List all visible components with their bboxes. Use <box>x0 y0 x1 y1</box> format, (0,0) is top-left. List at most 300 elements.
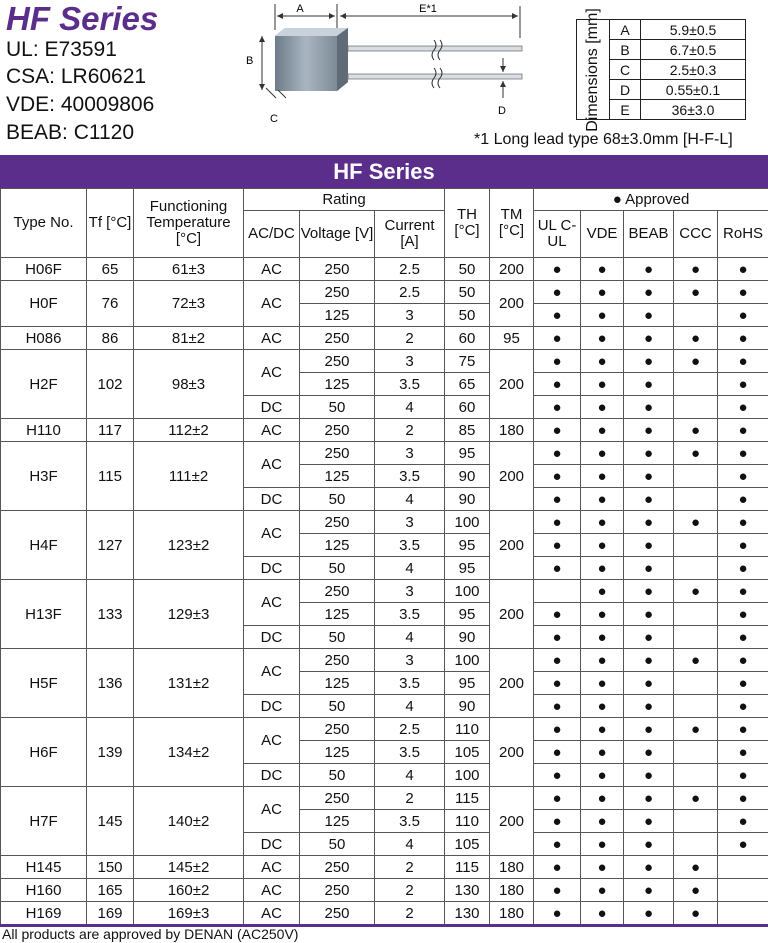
cell-voltage: 50 <box>300 396 375 419</box>
cell-approval-beab: ● <box>624 879 674 902</box>
cell-current: 2 <box>375 787 445 810</box>
cell-voltage: 250 <box>300 442 375 465</box>
cell-approval-rohs: ● <box>718 580 768 603</box>
cell-acdc: DC <box>244 396 300 419</box>
cell-approval-ccc <box>674 833 718 856</box>
cell-th: 50 <box>445 281 490 304</box>
cell-current: 2 <box>375 419 445 442</box>
cell-current: 4 <box>375 626 445 649</box>
cell-approval-ccc: ● <box>674 258 718 281</box>
cell-approval-ul: ● <box>534 534 581 557</box>
cell-approval-vde: ● <box>581 833 624 856</box>
cell-approval-rohs: ● <box>718 534 768 557</box>
dimensions-table <box>576 7 746 132</box>
cell-approval-ul: ● <box>534 442 581 465</box>
cell-func-temp: 123±2 <box>134 511 244 580</box>
cell-tf: 165 <box>87 879 134 902</box>
cell-acdc: AC <box>244 281 300 327</box>
cell-approval-ccc: ● <box>674 442 718 465</box>
cell-th: 90 <box>445 626 490 649</box>
cell-approval-rohs: ● <box>718 350 768 373</box>
cell-type-no: H13F <box>1 580 87 649</box>
cell-approval-ul: ● <box>534 672 581 695</box>
cell-acdc: AC <box>244 327 300 350</box>
cell-approval-ccc: ● <box>674 281 718 304</box>
cell-tf: 102 <box>87 350 134 419</box>
cell-approval-ul: ● <box>534 488 581 511</box>
cell-approval-ccc: ● <box>674 327 718 350</box>
cell-approval-rohs: ● <box>718 695 768 718</box>
cell-func-temp: 169±3 <box>134 902 244 926</box>
cell-th: 110 <box>445 810 490 833</box>
cell-tf: 117 <box>87 419 134 442</box>
cell-approval-ccc: ● <box>674 580 718 603</box>
cell-approval-vde: ● <box>581 258 624 281</box>
cell-current: 2.5 <box>375 258 445 281</box>
cell-approval-rohs: ● <box>718 396 768 419</box>
cell-approval-beab: ● <box>624 304 674 327</box>
cell-approval-beab: ● <box>624 419 674 442</box>
cell-approval-ccc <box>674 396 718 419</box>
cell-func-temp: 112±2 <box>134 419 244 442</box>
cell-voltage: 50 <box>300 764 375 787</box>
long-lead-note: *1 Long lead type 68±3.0mm [H-F-L] <box>474 131 733 148</box>
cell-tm: 200 <box>490 580 534 649</box>
cell-approval-rohs <box>718 856 768 879</box>
col-approved: ● Approved <box>534 189 768 211</box>
cell-approval-ul: ● <box>534 465 581 488</box>
cell-acdc: AC <box>244 718 300 764</box>
cell-func-temp: 131±2 <box>134 649 244 718</box>
dimensions-heading: Dimensions [mm] <box>577 20 610 120</box>
cell-approval-ccc <box>674 695 718 718</box>
cell-approval-vde: ● <box>581 787 624 810</box>
cell-current: 3 <box>375 350 445 373</box>
cell-approval-rohs: ● <box>718 488 768 511</box>
cell-current: 2.5 <box>375 281 445 304</box>
cell-th: 115 <box>445 856 490 879</box>
cell-approval-ul: ● <box>534 350 581 373</box>
cell-th: 85 <box>445 419 490 442</box>
dim-value: 36±3.0 <box>641 100 746 120</box>
series-banner: HF Series <box>0 155 768 188</box>
cell-approval-rohs <box>718 902 768 926</box>
cell-approval-vde: ● <box>581 488 624 511</box>
col-tf: Tf [°C] <box>87 189 134 258</box>
cell-type-no: H2F <box>1 350 87 419</box>
cell-acdc: DC <box>244 764 300 787</box>
cell-current: 3 <box>375 580 445 603</box>
dim-label-b: B <box>246 55 254 67</box>
cell-approval-rohs: ● <box>718 419 768 442</box>
cell-voltage: 250 <box>300 350 375 373</box>
cell-tf: 76 <box>87 281 134 327</box>
cell-approval-ccc: ● <box>674 856 718 879</box>
cell-current: 2.5 <box>375 718 445 741</box>
cell-voltage: 125 <box>300 603 375 626</box>
cell-current: 3.5 <box>375 603 445 626</box>
cell-approval-ul <box>534 580 581 603</box>
cell-approval-beab: ● <box>624 856 674 879</box>
cell-th: 95 <box>445 672 490 695</box>
cell-th: 95 <box>445 557 490 580</box>
cell-voltage: 125 <box>300 534 375 557</box>
cell-approval-rohs: ● <box>718 741 768 764</box>
cell-approval-vde: ● <box>581 741 624 764</box>
cell-approval-rohs: ● <box>718 718 768 741</box>
cell-approval-vde: ● <box>581 580 624 603</box>
cell-approval-rohs: ● <box>718 833 768 856</box>
cell-acdc: AC <box>244 419 300 442</box>
cell-current: 4 <box>375 488 445 511</box>
spec-table-body <box>1 258 768 926</box>
col-th: TH [°C] <box>445 189 490 258</box>
fuse-dimension-diagram <box>240 2 540 132</box>
cell-approval-beab: ● <box>624 534 674 557</box>
cell-approval-vde: ● <box>581 465 624 488</box>
cell-tm: 200 <box>490 511 534 580</box>
cell-approval-ul: ● <box>534 856 581 879</box>
cell-type-no: H0F <box>1 281 87 327</box>
cert-ul: UL: E73591 <box>6 38 117 61</box>
cell-acdc: DC <box>244 695 300 718</box>
cell-approval-rohs: ● <box>718 373 768 396</box>
cell-voltage: 50 <box>300 557 375 580</box>
col-vde: VDE <box>581 211 624 258</box>
cell-th: 60 <box>445 396 490 419</box>
cell-approval-ul: ● <box>534 695 581 718</box>
cell-current: 3.5 <box>375 741 445 764</box>
cell-th: 75 <box>445 350 490 373</box>
cell-approval-ul: ● <box>534 626 581 649</box>
cell-approval-beab: ● <box>624 396 674 419</box>
cell-voltage: 125 <box>300 672 375 695</box>
cell-approval-ul: ● <box>534 833 581 856</box>
col-current: Current [A] <box>375 211 445 258</box>
cell-approval-ul: ● <box>534 649 581 672</box>
cell-th: 95 <box>445 603 490 626</box>
cell-voltage: 50 <box>300 488 375 511</box>
col-ccc: CCC <box>674 211 718 258</box>
cell-th: 100 <box>445 511 490 534</box>
cell-approval-ul: ● <box>534 810 581 833</box>
cell-tm: 200 <box>490 787 534 856</box>
cell-approval-ccc: ● <box>674 902 718 926</box>
cell-tm: 200 <box>490 350 534 419</box>
dim-key: E <box>610 100 641 120</box>
cell-tf: 115 <box>87 442 134 511</box>
dim-key: B <box>610 40 641 60</box>
col-tm: TM [°C] <box>490 189 534 258</box>
table-row <box>1 856 768 879</box>
cell-tm: 200 <box>490 258 534 281</box>
cell-approval-ccc: ● <box>674 419 718 442</box>
cell-current: 2 <box>375 856 445 879</box>
cell-current: 3.5 <box>375 672 445 695</box>
cell-tm: 180 <box>490 879 534 902</box>
cell-acdc: AC <box>244 856 300 879</box>
cell-approval-rohs <box>718 879 768 902</box>
cell-approval-vde: ● <box>581 695 624 718</box>
cell-current: 4 <box>375 557 445 580</box>
cell-current: 2 <box>375 902 445 926</box>
cell-acdc: AC <box>244 258 300 281</box>
table-row <box>1 281 768 304</box>
cell-approval-rohs: ● <box>718 327 768 350</box>
cell-approval-ccc: ● <box>674 350 718 373</box>
cell-approval-beab: ● <box>624 350 674 373</box>
cell-approval-beab: ● <box>624 695 674 718</box>
cell-approval-rohs: ● <box>718 626 768 649</box>
cell-approval-ul: ● <box>534 258 581 281</box>
table-row <box>1 350 768 373</box>
cell-approval-rohs: ● <box>718 810 768 833</box>
cell-approval-beab: ● <box>624 718 674 741</box>
cell-voltage: 50 <box>300 833 375 856</box>
cell-approval-vde: ● <box>581 626 624 649</box>
cell-approval-vde: ● <box>581 557 624 580</box>
cell-voltage: 125 <box>300 741 375 764</box>
cell-th: 50 <box>445 304 490 327</box>
cell-approval-vde: ● <box>581 856 624 879</box>
cell-approval-beab: ● <box>624 488 674 511</box>
table-row <box>1 718 768 741</box>
cell-type-no: H5F <box>1 649 87 718</box>
cert-beab: BEAB: C1120 <box>6 121 135 144</box>
cell-approval-vde: ● <box>581 281 624 304</box>
cell-tm: 180 <box>490 419 534 442</box>
cell-approval-ul: ● <box>534 396 581 419</box>
cell-func-temp: 134±2 <box>134 718 244 787</box>
cell-func-temp: 140±2 <box>134 787 244 856</box>
cell-current: 3.5 <box>375 534 445 557</box>
cell-approval-vde: ● <box>581 603 624 626</box>
cell-approval-beab: ● <box>624 626 674 649</box>
cell-voltage: 125 <box>300 810 375 833</box>
cell-th: 130 <box>445 879 490 902</box>
cell-func-temp: 111±2 <box>134 442 244 511</box>
table-row <box>1 879 768 902</box>
cell-th: 130 <box>445 902 490 926</box>
cell-func-temp: 61±3 <box>134 258 244 281</box>
col-rohs: RoHS <box>718 211 768 258</box>
cell-current: 3.5 <box>375 465 445 488</box>
cell-approval-ul: ● <box>534 419 581 442</box>
cell-approval-beab: ● <box>624 787 674 810</box>
cell-approval-beab: ● <box>624 327 674 350</box>
cell-approval-vde: ● <box>581 396 624 419</box>
cell-tf: 145 <box>87 787 134 856</box>
cell-approval-ccc <box>674 373 718 396</box>
cell-voltage: 250 <box>300 879 375 902</box>
table-row <box>1 511 768 534</box>
cell-approval-ul: ● <box>534 373 581 396</box>
col-voltage: Voltage [V] <box>300 211 375 258</box>
spec-table <box>0 188 768 927</box>
cell-th: 100 <box>445 649 490 672</box>
cell-voltage: 250 <box>300 419 375 442</box>
table-row <box>1 580 768 603</box>
cell-current: 4 <box>375 764 445 787</box>
cell-approval-ccc <box>674 764 718 787</box>
cell-tf: 139 <box>87 718 134 787</box>
cell-func-temp: 81±2 <box>134 327 244 350</box>
cell-approval-beab: ● <box>624 465 674 488</box>
cell-voltage: 250 <box>300 258 375 281</box>
cell-acdc: AC <box>244 580 300 626</box>
cell-th: 115 <box>445 787 490 810</box>
cell-tf: 136 <box>87 649 134 718</box>
cell-tf: 86 <box>87 327 134 350</box>
dim-value: 0.55±0.1 <box>641 80 746 100</box>
dim-label-e: E*1 <box>419 3 437 15</box>
cell-type-no: H4F <box>1 511 87 580</box>
cell-approval-ccc <box>674 603 718 626</box>
dim-label-a: A <box>296 3 304 15</box>
cell-tf: 150 <box>87 856 134 879</box>
cell-approval-beab: ● <box>624 902 674 926</box>
cell-voltage: 125 <box>300 373 375 396</box>
cell-approval-beab: ● <box>624 810 674 833</box>
cell-approval-ul: ● <box>534 879 581 902</box>
cell-approval-ccc <box>674 534 718 557</box>
cell-type-no: H06F <box>1 258 87 281</box>
cell-approval-vde: ● <box>581 534 624 557</box>
cell-type-no: H6F <box>1 718 87 787</box>
cell-approval-rohs: ● <box>718 557 768 580</box>
cell-tm: 180 <box>490 856 534 879</box>
cell-approval-beab: ● <box>624 258 674 281</box>
cell-tf: 127 <box>87 511 134 580</box>
cell-type-no: H169 <box>1 902 87 926</box>
table-row <box>1 902 768 926</box>
cell-voltage: 50 <box>300 626 375 649</box>
cell-type-no: H145 <box>1 856 87 879</box>
cell-current: 3.5 <box>375 373 445 396</box>
cell-approval-ccc: ● <box>674 718 718 741</box>
cell-type-no: H110 <box>1 419 87 442</box>
cell-approval-vde: ● <box>581 718 624 741</box>
table-row <box>1 787 768 810</box>
cell-approval-vde: ● <box>581 902 624 926</box>
cell-approval-ccc: ● <box>674 511 718 534</box>
cell-approval-rohs: ● <box>718 649 768 672</box>
cell-acdc: AC <box>244 649 300 695</box>
cell-approval-vde: ● <box>581 304 624 327</box>
cell-approval-vde: ● <box>581 879 624 902</box>
col-acdc: AC/DC <box>244 211 300 258</box>
cell-func-temp: 129±3 <box>134 580 244 649</box>
cell-approval-vde: ● <box>581 373 624 396</box>
cell-tm: 180 <box>490 902 534 926</box>
cell-approval-beab: ● <box>624 580 674 603</box>
cell-current: 3 <box>375 649 445 672</box>
cell-approval-ul: ● <box>534 718 581 741</box>
cell-acdc: AC <box>244 442 300 488</box>
cell-approval-beab: ● <box>624 373 674 396</box>
cell-th: 60 <box>445 327 490 350</box>
dim-value: 2.5±0.3 <box>641 60 746 80</box>
cell-th: 100 <box>445 580 490 603</box>
cell-acdc: AC <box>244 350 300 396</box>
cell-tm: 200 <box>490 442 534 511</box>
cell-approval-beab: ● <box>624 833 674 856</box>
cell-current: 4 <box>375 695 445 718</box>
cell-voltage: 50 <box>300 695 375 718</box>
cell-approval-vde: ● <box>581 442 624 465</box>
cell-approval-rohs: ● <box>718 787 768 810</box>
table-row <box>1 258 768 281</box>
cell-type-no: H3F <box>1 442 87 511</box>
cell-current: 3.5 <box>375 810 445 833</box>
cell-approval-rohs: ● <box>718 281 768 304</box>
cell-func-temp: 98±3 <box>134 350 244 419</box>
cell-acdc: AC <box>244 902 300 926</box>
cell-approval-vde: ● <box>581 350 624 373</box>
cell-approval-ccc <box>674 672 718 695</box>
cell-th: 100 <box>445 764 490 787</box>
cell-func-temp: 72±3 <box>134 281 244 327</box>
cert-vde: VDE: 40009806 <box>6 93 155 116</box>
cell-approval-ccc: ● <box>674 787 718 810</box>
col-ul: UL C-UL <box>534 211 581 258</box>
dim-label-c: C <box>270 113 278 125</box>
cell-voltage: 250 <box>300 856 375 879</box>
dim-key: C <box>610 60 641 80</box>
dim-label-d: D <box>498 105 506 117</box>
cell-voltage: 125 <box>300 465 375 488</box>
cell-acdc: DC <box>244 626 300 649</box>
cert-csa: CSA: LR60621 <box>6 65 147 88</box>
cell-approval-ul: ● <box>534 557 581 580</box>
cell-approval-ccc <box>674 465 718 488</box>
cell-approval-vde: ● <box>581 419 624 442</box>
cell-th: 95 <box>445 442 490 465</box>
dim-key: D <box>610 80 641 100</box>
cell-th: 110 <box>445 718 490 741</box>
table-row <box>1 442 768 465</box>
footer-note: All products are approved by DENAN (AC250V) <box>2 926 299 942</box>
cell-th: 105 <box>445 833 490 856</box>
cell-approval-ul: ● <box>534 787 581 810</box>
cell-approval-ul: ● <box>534 764 581 787</box>
cell-current: 2 <box>375 879 445 902</box>
cell-approval-beab: ● <box>624 672 674 695</box>
cell-approval-ccc: ● <box>674 649 718 672</box>
cell-acdc: AC <box>244 787 300 833</box>
cell-tf: 65 <box>87 258 134 281</box>
cell-approval-vde: ● <box>581 764 624 787</box>
cell-th: 105 <box>445 741 490 764</box>
cell-voltage: 250 <box>300 649 375 672</box>
cell-voltage: 250 <box>300 281 375 304</box>
cell-current: 4 <box>375 396 445 419</box>
cell-th: 90 <box>445 465 490 488</box>
cell-th: 95 <box>445 534 490 557</box>
cell-approval-rohs: ● <box>718 672 768 695</box>
col-type-no: Type No. <box>1 189 87 258</box>
cell-approval-ul: ● <box>534 327 581 350</box>
cell-approval-rohs: ● <box>718 258 768 281</box>
cell-type-no: H160 <box>1 879 87 902</box>
cell-voltage: 250 <box>300 511 375 534</box>
cell-approval-ccc <box>674 741 718 764</box>
cell-th: 90 <box>445 488 490 511</box>
cell-tm: 200 <box>490 649 534 718</box>
cell-approval-ccc <box>674 488 718 511</box>
cell-approval-ccc <box>674 304 718 327</box>
cell-current: 3 <box>375 442 445 465</box>
